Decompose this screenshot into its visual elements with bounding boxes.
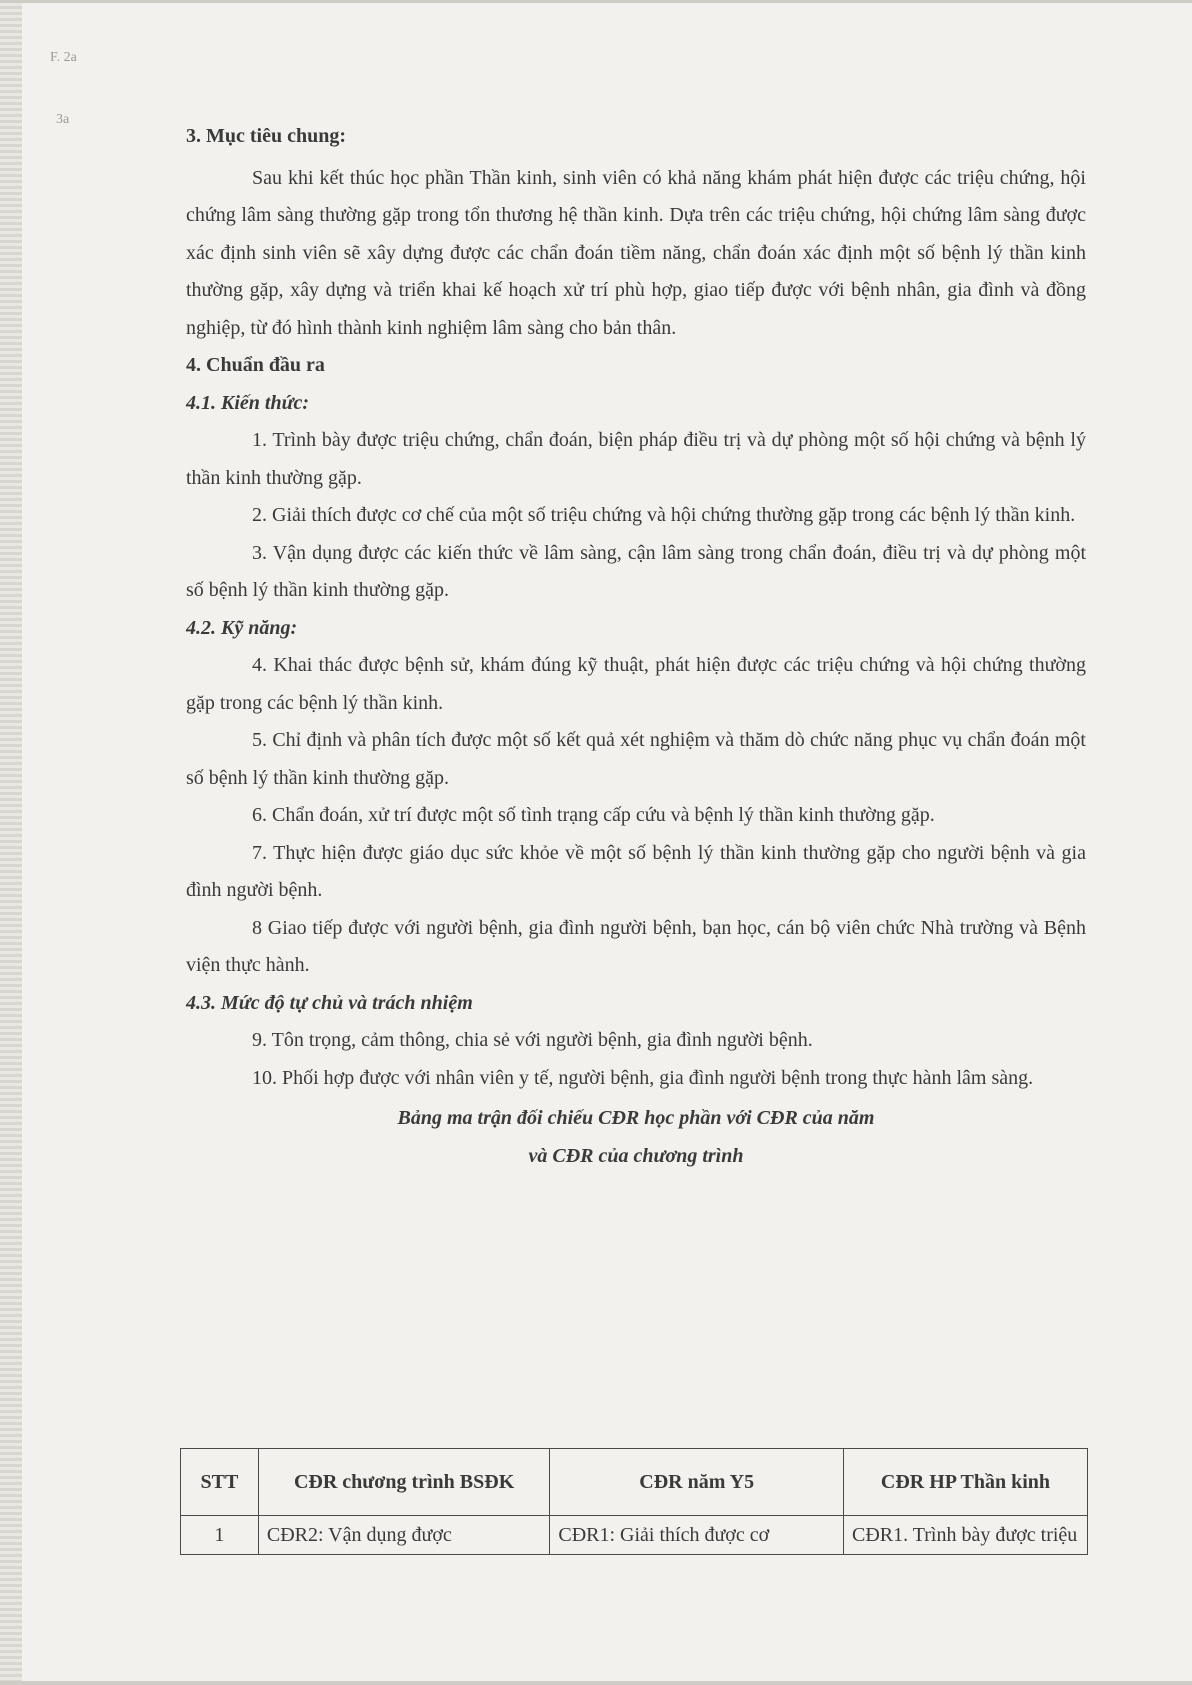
outcome-item: 9. Tôn trọng, cảm thông, chia sẻ với người bệnh, gia đình người bệnh.	[252, 1029, 813, 1051]
section-3-heading: 3. Mục tiêu chung:	[186, 125, 346, 147]
section-3-paragraph: Sau khi kết thúc học phần Thần kinh, sinh viên có khả năng khám phát hiện được các triệu chứng, hội chứng lâm sàng thường gặp trong tổn thương hệ thần kinh. Dựa trên các triệu chứng, hội chứng lâm sàng được xác định sinh viên sẽ xây dựng được các chẩn đoán tiềm năng, chẩn đoán xác định một số bệnh lý thần kinh thường gặp, xây dựng và triển khai kế hoạch xử trí phù hợp, giao tiếp được với bệnh nhân, gia đình và đồng nghiệp, từ đó hình thành kinh nghiệm lâm sàng cho bản thân.	[186, 166, 1086, 339]
header-stt: STT	[181, 1449, 259, 1516]
autonomy-heading: 4.3. Mức độ tự chủ và trách nhiệm	[186, 991, 473, 1014]
cell-stt: 1	[181, 1516, 259, 1555]
header-year-outcome: CĐR năm Y5	[550, 1449, 844, 1516]
scan-top-edge	[0, 0, 1192, 3]
outcome-item: 3. Vận dụng được các kiến thức về lâm sàng, cận lâm sàng trong chẩn đoán, điều trị và dự phòng một số bệnh lý thần kinh thường gặp.	[186, 541, 1086, 601]
cell-course-outcome: CĐR1. Trình bày được triệu	[843, 1516, 1087, 1555]
table-caption-line-1: Bảng ma trận đối chiếu CĐR học phần với CĐR của năm	[397, 1107, 875, 1129]
corner-mark-bottom: 3a	[56, 112, 70, 127]
outcome-item: 6. Chẩn đoán, xử trí được một số tình trạng cấp cứu và bệnh lý thần kinh thường gặp.	[252, 804, 935, 826]
scan-edge-strip	[0, 0, 22, 1685]
outcome-item: 5. Chỉ định và phân tích được một số kết quả xét nghiệm và thăm dò chức năng phục vụ chẩn đoán một số bệnh lý thần kinh thường gặp.	[186, 729, 1086, 789]
outcome-item: 10. Phối hợp được với nhân viên y tế, người bệnh, gia đình người bệnh trong thực hành lâm sàng.	[252, 1066, 1034, 1089]
header-course-outcome: CĐR HP Thần kinh	[843, 1449, 1087, 1516]
outcome-item: 4. Khai thác được bệnh sử, khám đúng kỹ thuật, phát hiện được các triệu chứng và hội chứng thường gặp trong các bệnh lý thần kinh.	[186, 654, 1086, 714]
outcome-item: 2. Giải thích được cơ chế của một số triệu chứng và hội chứng thường gặp trong các bệnh lý thần kinh.	[252, 504, 1076, 526]
corner-mark-top: F. 2a	[50, 50, 77, 65]
table-header-row	[181, 1449, 1088, 1516]
outcome-item: 1. Trình bày được triệu chứng, chẩn đoán, biện pháp điều trị và dự phòng một số hội chứng và bệnh lý thần kinh thường gặp.	[186, 429, 1086, 489]
outcomes-matrix-table	[180, 1448, 1088, 1555]
outcome-item: 8 Giao tiếp được với người bệnh, gia đình người bệnh, bạn học, cán bộ viên chức Nhà trường và Bệnh viện thực hành.	[186, 916, 1086, 976]
skills-heading: 4.2. Kỹ năng:	[186, 616, 298, 639]
document-body	[186, 118, 1086, 1175]
outcome-item: 7. Thực hiện được giáo dục sức khỏe về một số bệnh lý thần kinh thường gặp cho người bệnh và gia đình người bệnh.	[186, 841, 1086, 901]
header-program-outcome: CĐR chương trình BSĐK	[258, 1449, 550, 1516]
scan-bottom-edge	[0, 1681, 1192, 1685]
cell-program-outcome: CĐR2: Vận dụng được	[258, 1516, 550, 1555]
section-4-heading: 4. Chuẩn đầu ra	[186, 354, 325, 376]
knowledge-heading: 4.1. Kiến thức:	[186, 391, 310, 414]
table-caption-line-2: và CĐR của chương trình	[528, 1145, 744, 1167]
table-row	[181, 1516, 1088, 1555]
cell-year-outcome: CĐR1: Giải thích được cơ	[550, 1516, 844, 1555]
